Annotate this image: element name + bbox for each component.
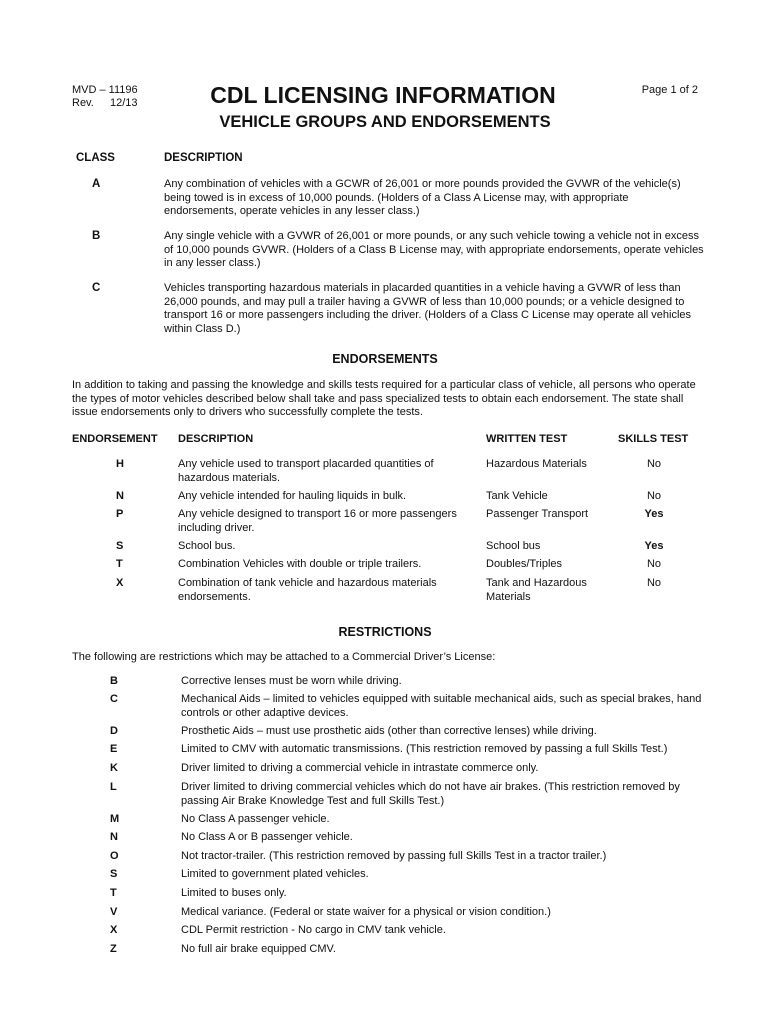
restriction-description: Medical variance. (Federal or state waiver for a physical or vision condition.) [181, 906, 551, 918]
class-letter: B [92, 230, 101, 242]
written-test: School bus [486, 540, 541, 552]
written-test: Doubles/Triples [486, 558, 563, 570]
restriction-code: Z [110, 943, 117, 955]
restriction-code: L [110, 781, 117, 793]
restriction-description: Not tractor-trailer. (This restriction removed by passing full Skills Test in a tractor trailer.) [181, 850, 607, 862]
class-description: Vehicles transporting hazardous materials in placarded quantities in a vehicle having a GVWR of less than 26,000 pounds, and may pull a trailer having a GVWR of less than 10,000 pounds; or a vehicle designed to transport 16 or more passengers including the driver. (Holders of a Class C License may operate all vehicles within Class D.) [164, 282, 692, 335]
restriction-description: Prosthetic Aids – must use prosthetic aids (other than corrective lenses) while driving. [181, 725, 597, 737]
endorsement-description-column-header: DESCRIPTION [178, 433, 254, 445]
written-test: Tank Vehicle [486, 490, 548, 502]
restriction-code: K [110, 762, 118, 774]
endorsement-code: T [116, 558, 123, 570]
restriction-code: N [110, 831, 118, 843]
written-test-column-header: WRITTEN TEST [486, 433, 568, 445]
restriction-description: No full air brake equipped CMV. [181, 943, 336, 955]
endorsements-intro: In addition to taking and passing the knowledge and skills tests required for a particular class of vehicle, all persons who operate the types of motor vehicles described below shall take and pass specialized tests to obtain each endorsement. The state shall issue endorsements only to drivers who successfully complete the tests. [72, 379, 696, 419]
skills-test-column-header: SKILLS TEST [618, 433, 689, 445]
restriction-description: Driver limited to driving a commercial vehicle in intrastate commerce only. [181, 762, 539, 774]
restriction-code: V [110, 906, 118, 918]
endorsements-heading: ENDORSEMENTS [332, 352, 438, 366]
restriction-code: B [110, 675, 118, 687]
restrictions-intro: The following are restrictions which may be attached to a Commercial Driver’s License: [72, 651, 496, 663]
page-title-text: CDL LICENSING INFORMATION [210, 82, 556, 108]
endorsement-code: S [116, 540, 124, 552]
class-column-header: CLASS [76, 152, 115, 164]
endorsement-description: Combination of tank vehicle and hazardous materials endorsements. [178, 577, 437, 603]
restriction-code: S [110, 868, 118, 880]
restriction-description: Limited to buses only. [181, 887, 287, 899]
endorsement-code: P [116, 508, 124, 520]
endorsement-column-header: ENDORSEMENT [72, 433, 158, 445]
restriction-description: Limited to CMV with automatic transmissions. (This restriction removed by passing a full Skills Test.) [181, 743, 668, 755]
skills-test: No [646, 490, 662, 502]
page-subtitle: VEHICLE GROUPS AND ENDORSEMENTS [219, 113, 551, 131]
restriction-description: Driver limited to driving commercial vehicles which do not have air brakes. (This restriction removed by passing Air Brake Knowledge Test and full Skills Test.) [181, 781, 680, 807]
written-test: Passenger Transport [486, 508, 589, 520]
page-title [0, 82, 770, 109]
restriction-code: E [110, 743, 118, 755]
endorsement-description: Any vehicle used to transport placarded quantities of hazardous materials. [178, 458, 434, 484]
restriction-description: Corrective lenses must be worn while driving. [181, 675, 402, 687]
skills-test: No [646, 577, 662, 589]
endorsement-code: H [116, 458, 124, 470]
class-letter: C [92, 282, 101, 294]
skills-test: No [646, 458, 662, 470]
restriction-code: T [110, 887, 117, 899]
restriction-description: Limited to government plated vehicles. [181, 868, 369, 880]
endorsement-description: School bus. [178, 540, 236, 552]
restriction-description: CDL Permit restriction - No cargo in CMV tank vehicle. [181, 924, 446, 936]
revision-label: Rev. [72, 97, 94, 109]
endorsement-description: Combination Vehicles with double or triple trailers. [178, 558, 422, 570]
written-test: Hazardous Materials [486, 458, 587, 470]
restriction-description: Mechanical Aids – limited to vehicles equipped with suitable mechanical aids, such as special brakes, hand controls or other adaptive devices. [181, 693, 702, 719]
skills-test: No [646, 558, 662, 570]
endorsement-code: X [116, 577, 124, 589]
endorsement-description: Any vehicle intended for hauling liquids in bulk. [178, 490, 407, 502]
restriction-description: No Class A or B passenger vehicle. [181, 831, 353, 843]
restriction-code: O [110, 850, 119, 862]
restriction-code: X [110, 924, 118, 936]
form-number: MVD – 11196 [72, 84, 138, 96]
class-letter: A [92, 178, 101, 190]
skills-test: Yes [644, 540, 664, 552]
class-description: Any single vehicle with a GVWR of 26,001 or more pounds, or any such vehicle towing a vehicle not in excess of 10,000 pounds GVWR. (Holders of a Class B License may, with appropriate endorsements, operate vehicles in any lesser class.) [164, 230, 704, 269]
revision-date: 12/13 [110, 97, 138, 109]
page-number: Page 1 of 2 [641, 84, 698, 96]
restrictions-heading: RESTRICTIONS [338, 625, 432, 639]
written-test: Tank and Hazardous Materials [486, 577, 587, 603]
restriction-code: M [110, 813, 120, 825]
restriction-code: D [110, 725, 118, 737]
endorsement-code: N [116, 490, 124, 502]
skills-test: Yes [644, 508, 664, 520]
restriction-description: No Class A passenger vehicle. [181, 813, 330, 825]
class-description: Any combination of vehicles with a GCWR of 26,001 or more pounds provided the GVWR of the vehicle(s) being towed is in excess of 10,000 pounds. (Holders of a Class A License may, with appropriate endorsements, operate vehicles in any lesser class.) [164, 178, 681, 217]
endorsement-description: Any vehicle designed to transport 16 or more passengers including driver. [178, 508, 457, 534]
restriction-code: C [110, 693, 118, 705]
class-description-column-header: DESCRIPTION [164, 152, 243, 164]
